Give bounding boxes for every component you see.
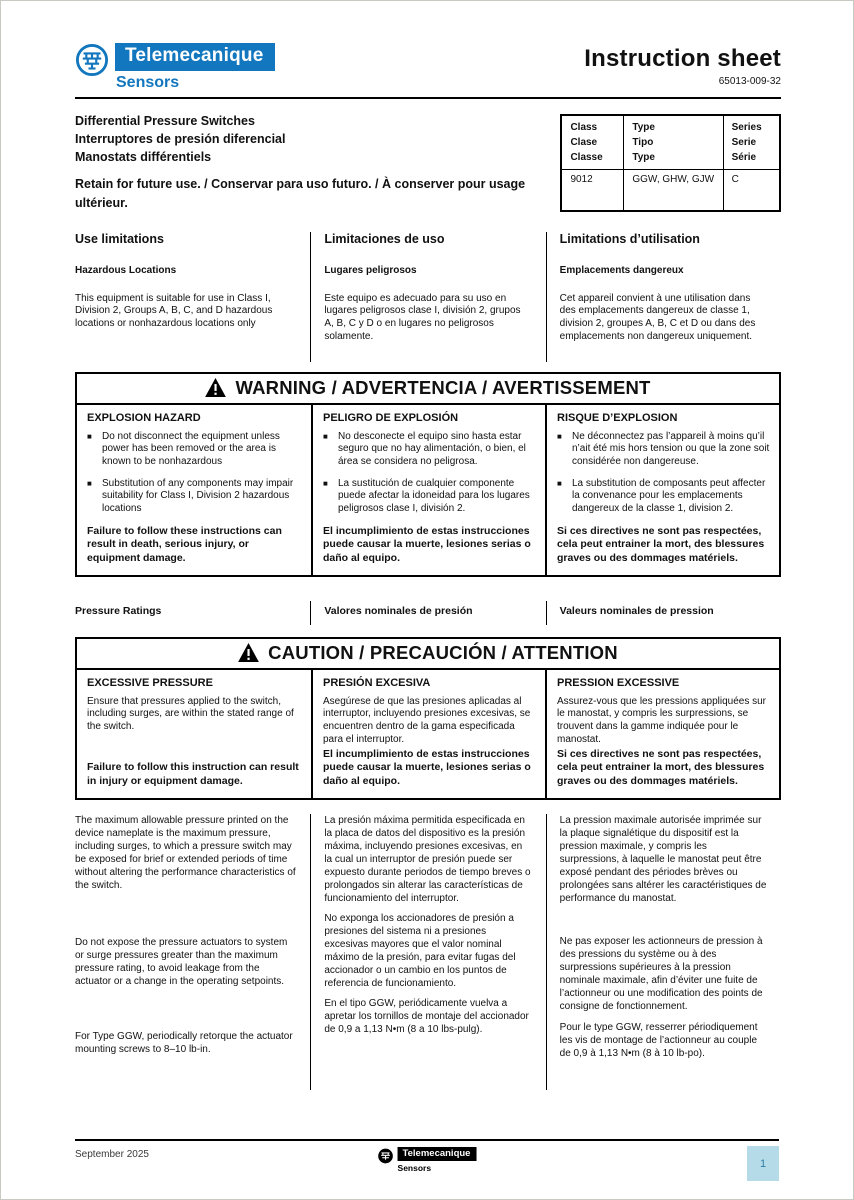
caution-footer-en: Failure to follow this instruction can result in injury or equipment damage. (87, 761, 299, 788)
warning-bullets-en (87, 431, 302, 525)
bullet-square-icon (557, 432, 562, 442)
use-limitations-es (310, 232, 545, 362)
caution-col-es (311, 670, 545, 798)
body-col-en (75, 814, 310, 1090)
product-title-en: Differential Pressure Switches (75, 114, 255, 128)
warning-bullets-es (323, 431, 536, 525)
section-subtitle-es: Lugares peligrosos (324, 264, 417, 276)
list-item: ■ Ne déconnectez pas l’appareil à moins qu’il n’ait été mis hors tension ou que la zone soit considérée non dangereuse. (557, 431, 770, 469)
header (75, 1, 781, 92)
telemecanique-emblem-icon (378, 1148, 394, 1164)
paragraph: La presión máxima permitida especificada en la placa de datos del dispositivo es la presión máxima, incluyendo presiones excesivas, en la cual un interruptor de presión puede ser expuesto durante periodos de tiempo breves o prolongados sin alterar las características de funcionamiento del interruptor. (324, 814, 531, 904)
caution-heading-es: PRESIÓN EXCESIVA (323, 676, 431, 689)
section-body-en: This equipment is suitable for use in Class I, Division 2, Groups A, B, C, and D hazardous locations or nonhazardous locations only (75, 292, 273, 329)
warning-heading-en: EXPLOSION HAZARD (87, 411, 201, 424)
caution-title-bar (77, 639, 779, 670)
list-item: ■ Do not disconnect the equipment unless power has been removed or the area is known to be nonhazardous (87, 431, 302, 469)
warning-title: WARNING / ADVERTENCIA / AVERTISSEMENT (235, 376, 651, 398)
product-titles (75, 112, 560, 212)
paragraph: La pression maximale autorisée imprimée sur la plaque signalétique du dispositif est la pression maximale, y compris les surpressions, à laquelle le manostat peut être exposé pendant des périodes brèves ou prolongées sans altérer les caractéristiques de performance du manostat. (559, 814, 767, 904)
caution-triangle-icon (238, 643, 259, 662)
pressure-ratings-es: Valores nominales de presión (310, 601, 545, 625)
page-number-badge: 1 (747, 1146, 779, 1181)
warning-title-bar (77, 374, 779, 405)
footer-divider (75, 1139, 779, 1141)
footer-brand-logo (378, 1147, 477, 1173)
section-subtitle-fr: Emplacements dangereux (559, 264, 684, 276)
section-body-fr: Cet appareil convient à une utilisation dans des emplacements dangereux de classe 1, division 2, groupes A, B, C et D ou dans des emplacements non dangereux uniquement. (559, 292, 756, 342)
section-subtitle-en: Hazardous Locations (75, 264, 177, 276)
footer (75, 1139, 779, 1181)
warning-footer-en: Failure to follow these instructions can result in death, serious injury, or equipment damage. (87, 524, 282, 565)
section-title-en: Use limitations (75, 231, 164, 246)
pressure-ratings-en: Pressure Ratings (75, 604, 162, 617)
brand-name: Telemecanique (115, 43, 275, 71)
pressure-ratings-fr: Valeurs nominales de pression (546, 601, 781, 625)
document-title: Instruction sheet (584, 45, 781, 72)
warning-footer-es: El incumplimiento de estas instrucciones puede causar la muerte, lesiones serias o daño al equipo. (323, 524, 531, 565)
title-block (75, 112, 781, 212)
table-header-type: Type Tipo Type (624, 115, 723, 170)
warning-bullets-fr (557, 431, 770, 525)
list-item: ■ No desconecte el equipo sino hasta estar seguro que no hay alimentación, o bien, el área se considera no peligrosa. (323, 431, 536, 469)
table-row (561, 170, 780, 211)
caution-footer-es: El incumplimiento de estas instrucciones puede causar la muerte, lesiones serias o daño al equipo. (323, 747, 531, 788)
pressure-ratings-section (75, 601, 781, 625)
caution-footer-fr: Si ces directives ne sont pas respectées, cela peut entrainer la mort, des blessures graves ou des dommages matériels. (557, 747, 765, 788)
brand-logo (75, 43, 275, 92)
footer-brand-text (398, 1147, 477, 1173)
bullet-square-icon (87, 432, 92, 442)
class-type-series-table (560, 114, 781, 212)
warning-col-fr (545, 405, 779, 575)
caution-box (75, 637, 781, 800)
table-header-series: Series Serie Série (723, 115, 780, 170)
list-item: ■ Substitution of any components may impair suitability for Class I, Division 2 hazardous locations (87, 478, 302, 516)
bullet-square-icon (557, 479, 562, 489)
paragraph: Ne pas exposer les actionneurs de pression à des pressions du système ou à des surpressions supérieures à la pression nominale maximale, afin d’éviter une fuite de l’actionneur ou une modification des points de consigne de fonctionnement. (559, 935, 763, 1012)
use-limitations-en (75, 232, 310, 362)
caution-col-fr (545, 670, 779, 798)
caution-title: CAUTION / PRECAUCIÓN / ATTENTION (268, 641, 618, 663)
footer-date: September 2025 (75, 1149, 149, 1160)
class-value: 9012 (561, 170, 623, 211)
paragraph: Do not expose the pressure actuators to system or surge pressures greater than the maximum pressure rating, to avoid leakage from the actuator or a change in the operating setpoints. (75, 936, 288, 987)
bullet-square-icon (323, 432, 328, 442)
body-col-fr (546, 814, 781, 1090)
warning-footer-fr: Si ces directives ne sont pas respectées, cela peut entrainer la mort, des blessures graves ou des dommages matériels. (557, 524, 765, 565)
footer-brand-name: Telemecanique (398, 1147, 477, 1161)
product-title-fr: Manostats différentiels (75, 150, 212, 165)
header-divider (75, 97, 781, 99)
header-right (584, 43, 781, 87)
document-number: 65013-009-32 (718, 76, 781, 87)
caution-col-en (77, 670, 311, 798)
caution-heading-en: EXCESSIVE PRESSURE (87, 676, 213, 689)
warning-triangle-icon (205, 378, 226, 397)
brand-subname: Sensors (116, 74, 180, 91)
warning-col-es (311, 405, 545, 575)
section-title-es: Limitaciones de uso (324, 231, 445, 246)
warning-box (75, 372, 781, 577)
caution-body-fr: Assurez-vous que les pressions appliquées sur le manostat, y compris les surpressions, se trouvent dans la gamme indiquée pour le manostat. (557, 695, 766, 745)
paragraph: Pour le type GGW, resserrer périodiquement les vis de montage de l’actionneur au couple de 0,9 à 1,13 N•m (8 à 10 lb-po). (559, 1021, 758, 1059)
telemecanique-emblem-icon (75, 43, 109, 77)
section-title-fr: Limitations d’utilisation (559, 231, 700, 246)
caution-heading-fr: PRESSION EXCESSIVE (557, 676, 680, 689)
paragraph: For Type GGW, periodically retorque the actuator mounting screws to 8–10 lb-in. (75, 1030, 293, 1055)
series-value: C (723, 170, 780, 211)
bullet-square-icon (323, 479, 328, 489)
caution-body-es: Asegúrese de que las presiones aplicadas al interruptor, incluyendo presiones excesivas, se encuentren dentro de la gama especificada para el interruptor. (323, 695, 531, 745)
product-title-es: Interruptores de presión diferencial (75, 132, 286, 147)
footer-brand-subname: Sensors (397, 1163, 432, 1173)
warning-heading-es: PELIGRO DE EXPLOSIÓN (323, 411, 459, 424)
paragraph: En el tipo GGW, periódicamente vuelva a apretar los tornillos de montaje del accionador de 0,9 a 1,13 N•m (8 a 10 lbs-pulg). (324, 997, 529, 1035)
paragraph: The maximum allowable pressure printed on the device nameplate is the maximum pressure, including surges, to which a pressure switch may be exposed for brief or extended periods of time without altering the performance characteristics of the switch. (75, 814, 296, 891)
section-body-es: Este equipo es adecuado para su uso en lugares peligrosos clase I, división 2, grupos A, B, C y D o en lugares no peligrosos solamente. (324, 292, 521, 342)
type-value: GGW, GHW, GJW (624, 170, 723, 211)
body-col-es (310, 814, 545, 1090)
warning-heading-fr: RISQUE D’EXPLOSION (557, 411, 678, 424)
table-header-class: Class Clase Classe (561, 115, 623, 170)
use-limitations-fr (546, 232, 781, 362)
retain-notice: Retain for future use. / Conservar para uso futuro. / À conserver pour usage ultérieur. (75, 177, 526, 210)
list-item: ■ La sustitución de cualquier componente puede afectar la idoneidad para los lugares peligrosos clase I, división 2. (323, 478, 536, 516)
brand-text (115, 43, 275, 92)
caution-body-en: Ensure that pressures applied to the switch, including surges, are within the stated range of the switch. (87, 695, 294, 733)
bullet-square-icon (87, 479, 92, 489)
warning-col-en (77, 405, 311, 575)
paragraph: No exponga los accionadores de presión a presiones del sistema ni a presiones excesivas mayores que el valor nominal máximo de la presión, para evitar fugas del accionador o un cambio en los puntos de referencia de funcionamiento. (324, 912, 516, 989)
list-item: ■ La substitution de composants peut affecter la convenance pour les emplacements dangereux de la classe 1, division 2. (557, 478, 770, 516)
use-limitations-section (75, 232, 781, 362)
body-paragraphs-section (75, 814, 781, 1090)
